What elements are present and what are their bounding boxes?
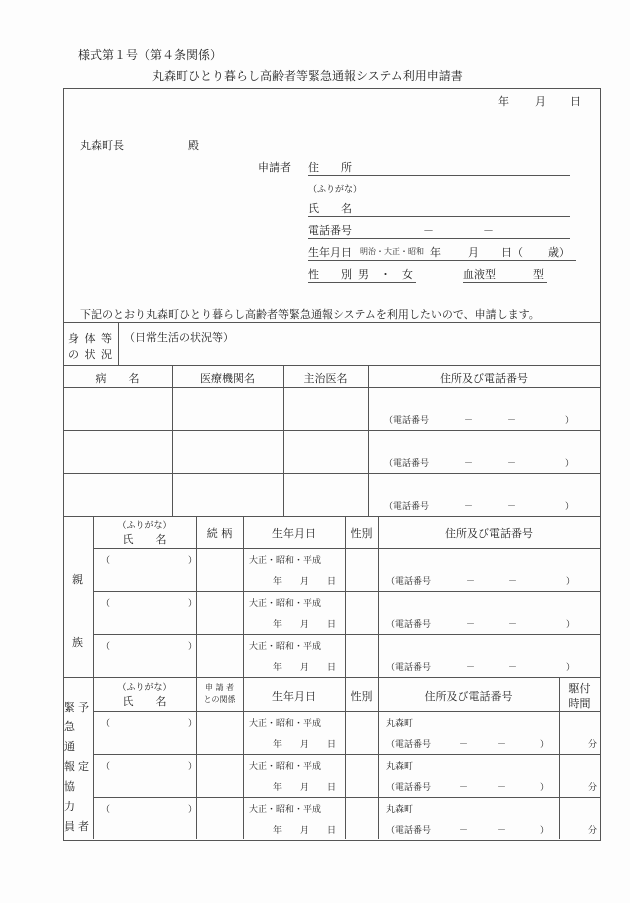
form-title: 丸森町ひとり暮らし高齢者等緊急通報システム利用申請書: [152, 69, 463, 83]
paren-close: ）: [188, 762, 198, 772]
divider: [63, 677, 600, 678]
paren-close: ）: [188, 556, 198, 566]
phone-dash: －: [459, 783, 469, 793]
body-condition-label-line2: の 状 況: [68, 348, 113, 361]
dob-ymd: 年 月 日: [273, 826, 337, 836]
relation-input[interactable]: [197, 635, 242, 676]
phone-dash: －: [464, 459, 474, 469]
phone-label: （電話番号: [384, 459, 430, 469]
divider: [368, 365, 369, 516]
addressee: 丸森町長: [80, 139, 124, 152]
dob-field[interactable]: [308, 244, 576, 261]
date-month-label: 月: [535, 95, 546, 108]
furigana-label: （ふりがな）: [308, 185, 363, 195]
sex-input[interactable]: [346, 592, 377, 633]
phone-dash: －: [497, 740, 507, 750]
blood-type-field[interactable]: [463, 266, 547, 283]
phone-dash: －: [508, 577, 518, 587]
emergency-label-char: 報: [64, 760, 75, 773]
dob-eras: 大正・昭和・平成: [249, 762, 322, 772]
phone-dash: －: [497, 783, 507, 793]
divider: [63, 365, 600, 366]
divider: [63, 322, 600, 323]
paren-close: ）: [188, 642, 198, 652]
phone-field[interactable]: [308, 222, 570, 239]
town-label: 丸森町: [386, 719, 414, 729]
sex-options: 男 ・ 女: [358, 268, 413, 281]
paren-close: ）: [188, 719, 198, 729]
paren-close: ）: [188, 599, 198, 609]
header-medical-institution: 医療機関名: [200, 372, 255, 385]
relation-input[interactable]: [197, 549, 242, 590]
phone-label: （電話番号: [386, 826, 432, 836]
divider: [243, 516, 244, 839]
form-number: 様式第１号（第４条関係）: [78, 48, 223, 62]
name-input[interactable]: [94, 592, 198, 633]
body-condition-label-line1: 身 体 等: [68, 332, 113, 345]
phone-close: ）: [566, 663, 576, 673]
phone-dash-2: －: [483, 224, 494, 237]
header-address-phone: 住所及び電話番号: [445, 527, 533, 540]
header-arrival-line2: 時間: [568, 697, 591, 710]
minutes-label: 分: [588, 826, 598, 836]
name-input[interactable]: [94, 755, 198, 796]
header-sex: 性別: [350, 527, 373, 540]
phone-dash: －: [507, 416, 517, 426]
doctor-name-input[interactable]: [284, 431, 367, 472]
phone-dash: －: [459, 740, 469, 750]
date-day-label: 日: [570, 95, 581, 108]
dob-eras: 大正・昭和・平成: [249, 719, 322, 729]
relatives-label-2: 族: [72, 636, 83, 649]
header-dob: 生年月日: [272, 527, 316, 540]
address-label: 住 所: [308, 161, 352, 174]
phone-label: （電話番号: [384, 416, 430, 426]
dob-age-label: 歳）: [548, 246, 570, 259]
header-name: 氏 名: [122, 533, 167, 546]
minutes-label: 分: [588, 783, 598, 793]
emergency-label-char: 予: [78, 701, 89, 714]
phone-dash: －: [464, 502, 474, 512]
sex-input[interactable]: [346, 755, 377, 796]
header-furigana: （ふりがな）: [117, 521, 172, 531]
dob-eras: 大正・昭和・平成: [249, 805, 322, 815]
dob-ymd: 年 月 日: [273, 783, 337, 793]
date-year-label: 年: [498, 95, 509, 108]
address-field[interactable]: [308, 159, 570, 176]
phone-label: （電話番号: [384, 502, 430, 512]
relation-input[interactable]: [197, 592, 242, 633]
phone-close: ）: [565, 459, 575, 469]
dob-label: 生年月日: [308, 246, 352, 259]
phone-dash: －: [466, 577, 476, 587]
sex-input[interactable]: [346, 635, 377, 676]
dob-ymd: 年 月 日: [273, 620, 337, 630]
header-attending-doctor: 主治医名: [303, 372, 348, 385]
relation-input[interactable]: [197, 798, 242, 839]
name-input[interactable]: [94, 798, 198, 839]
paren-open: （: [101, 762, 111, 772]
dob-eras: 大正・昭和・平成: [249, 556, 322, 566]
phone-dash: －: [459, 826, 469, 836]
dob-year-label: 年: [430, 246, 441, 259]
phone-close: ）: [540, 740, 550, 750]
name-input[interactable]: [94, 635, 198, 676]
phone-label: （電話番号: [386, 663, 432, 673]
dob-eras: 大正・昭和・平成: [249, 599, 322, 609]
dob-month-label: 月: [468, 246, 479, 259]
phone-label: （電話番号: [386, 740, 432, 750]
header-relation-line2: との関係: [203, 695, 236, 704]
disease-name-input[interactable]: [64, 474, 171, 515]
divider: [63, 516, 600, 517]
phone-dash: －: [497, 826, 507, 836]
sex-input[interactable]: [346, 712, 377, 753]
paren-open: （: [101, 556, 111, 566]
daily-life-note: （日常生活の状況等）: [124, 331, 234, 344]
phone-close: ）: [540, 783, 550, 793]
phone-label: （電話番号: [386, 620, 432, 630]
paren-open: （: [101, 719, 111, 729]
paren-open: （: [101, 805, 111, 815]
phone-dash: －: [466, 663, 476, 673]
divider: [378, 516, 379, 839]
phone-dash: －: [508, 620, 518, 630]
header-relation: 続 柄: [206, 527, 233, 540]
name-input[interactable]: [94, 712, 198, 753]
emergency-label-char: 協: [64, 780, 75, 793]
phone-label: 電話番号: [308, 224, 352, 237]
sex-input[interactable]: [346, 798, 377, 839]
sex-input[interactable]: [346, 549, 377, 590]
medical-institution-input[interactable]: [173, 474, 282, 515]
paren-close: ）: [188, 805, 198, 815]
name-label: 氏 名: [308, 202, 352, 215]
dob-ymd: 年 月 日: [273, 577, 337, 587]
phone-label: （電話番号: [386, 783, 432, 793]
header-name: 氏 名: [122, 695, 167, 708]
name-field[interactable]: [308, 200, 570, 217]
town-label: 丸森町: [386, 762, 414, 772]
phone-close: ）: [565, 416, 575, 426]
minutes-label: 分: [588, 740, 598, 750]
header-address-phone: 住所及び電話番号: [424, 690, 513, 703]
doctor-name-input[interactable]: [284, 388, 367, 429]
header-relation-line1: 申 請 者: [204, 683, 235, 692]
phone-dash: －: [507, 459, 517, 469]
blood-type-suffix: 型: [533, 268, 544, 281]
emergency-label-char: 定: [78, 760, 89, 773]
application-statement: 下記のとおり丸森町ひとり暮らし高齢者等緊急通報システムを利用したいので、申請します。: [80, 308, 540, 321]
header-arrival-line1: 駆付: [568, 682, 591, 695]
header-furigana: （ふりがな）: [117, 683, 172, 693]
emergency-label-char: 緊: [64, 701, 75, 714]
dob-ymd: 年 月 日: [273, 663, 337, 673]
applicant-label: 申請者: [258, 161, 291, 174]
relatives-label-1: 親: [72, 573, 83, 586]
emergency-label-char: 員: [64, 820, 75, 833]
phone-dash: －: [507, 502, 517, 512]
header-disease-name: 病 名: [95, 372, 140, 385]
phone-close: ）: [540, 826, 550, 836]
emergency-label-char: 力: [64, 800, 75, 813]
phone-dash: －: [464, 416, 474, 426]
sex-label: 性 別: [308, 268, 352, 281]
header-dob: 生年月日: [272, 690, 316, 703]
relation-input[interactable]: [197, 712, 242, 753]
dob-day-label: 日（: [501, 246, 523, 259]
emergency-label-char: 通: [64, 740, 75, 753]
phone-close: ）: [565, 502, 575, 512]
medical-institution-input[interactable]: [173, 388, 282, 429]
name-input[interactable]: [94, 549, 198, 590]
relation-input[interactable]: [197, 755, 242, 796]
doctor-name-input[interactable]: [284, 474, 367, 515]
blood-type-label: 血液型: [463, 268, 496, 281]
emergency-label-char: 急: [64, 720, 75, 733]
dob-eras: 大正・昭和・平成: [249, 642, 322, 652]
disease-name-input[interactable]: [64, 431, 171, 472]
sex-field[interactable]: [308, 266, 416, 283]
medical-institution-input[interactable]: [173, 431, 282, 472]
paren-open: （: [101, 642, 111, 652]
honorific: 殿: [188, 139, 199, 152]
phone-dash: －: [466, 620, 476, 630]
dob-ymd: 年 月 日: [273, 740, 337, 750]
town-label: 丸森町: [386, 805, 414, 815]
phone-close: ）: [566, 577, 576, 587]
emergency-label-char: 者: [78, 820, 89, 833]
header-address-phone: 住所及び電話番号: [440, 372, 528, 385]
phone-dash: －: [508, 663, 518, 673]
phone-close: ）: [566, 620, 576, 630]
header-sex: 性別: [350, 690, 373, 703]
paren-open: （: [101, 599, 111, 609]
phone-label: （電話番号: [386, 577, 432, 587]
disease-name-input[interactable]: [64, 388, 171, 429]
phone-dash-1: －: [423, 224, 434, 237]
body-condition-input[interactable]: [119, 345, 599, 364]
dob-eras: 明治・大正・昭和: [360, 247, 424, 256]
